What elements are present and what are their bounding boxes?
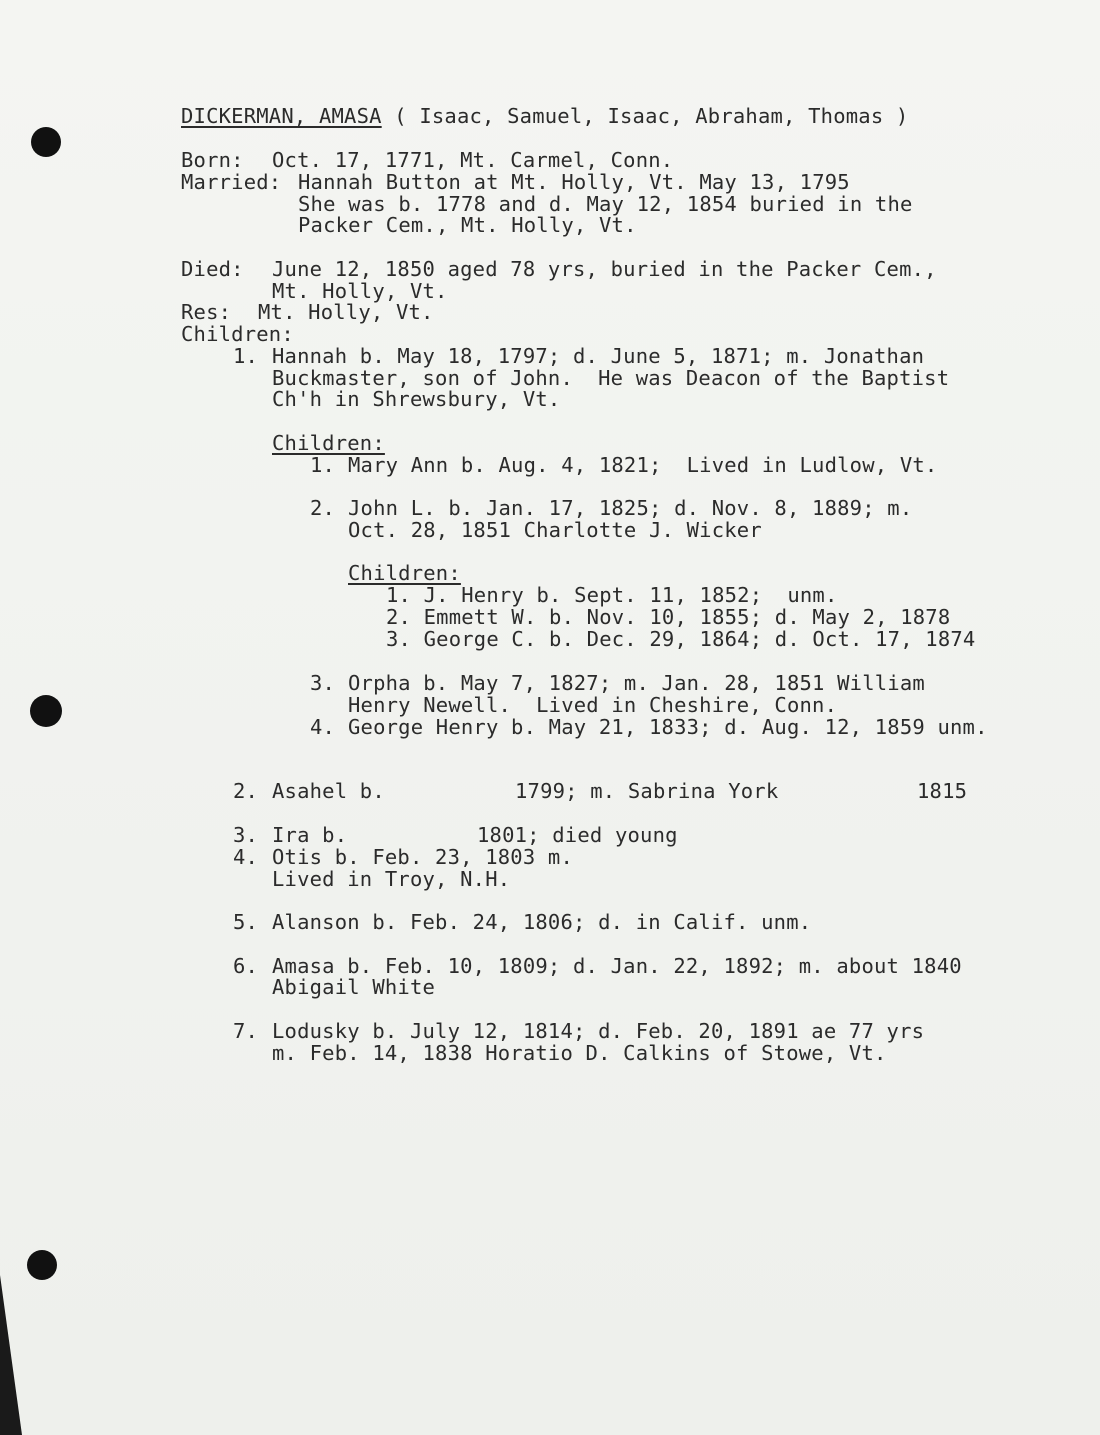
died-value: June 12, 1850 aged 78 yrs, buried in the Packer Cem.,	[272, 257, 937, 281]
child-6-number: 6.	[233, 954, 259, 978]
punch-hole-middle	[30, 695, 62, 727]
child-7-line-1: Lodusky b. July 12, 1814; d. Feb. 20, 1891 ae 77 yrs	[272, 1019, 925, 1043]
grandchild-3-line-2: Henry Newell. Lived in Cheshire, Conn.	[348, 693, 838, 717]
grandchild-4-text: George Henry b. May 21, 1833; d. Aug. 12, 1859 unm.	[348, 715, 988, 739]
child-6-line-1: Amasa b. Feb. 10, 1809; d. Jan. 22, 1892; m. about 1840	[272, 954, 962, 978]
born-label: Born:	[181, 148, 244, 172]
married-note-1: She was b. 1778 and d. May 12, 1854 buried in the	[298, 192, 913, 216]
married-note-2: Packer Cem., Mt. Holly, Vt.	[298, 213, 637, 237]
res-label: Res:	[181, 300, 232, 324]
grandchildren-label: Children:	[272, 431, 385, 455]
died-value-2: Mt. Holly, Vt.	[272, 279, 448, 303]
children-label: Children:	[181, 322, 294, 346]
lineage: ( Isaac, Samuel, Isaac, Abraham, Thomas )	[381, 104, 909, 128]
great-grandchild-2: 2. Emmett W. b. Nov. 10, 1855; d. May 2, 1878	[386, 605, 951, 629]
grandchild-3-number: 3.	[310, 671, 336, 695]
great-grandchildren-label: Children:	[348, 561, 461, 585]
married-label: Married:	[181, 170, 282, 194]
child-3-year: 1801; died young	[477, 823, 678, 847]
child-2-text: Asahel b.	[272, 779, 385, 803]
punch-hole-bottom	[27, 1250, 57, 1280]
child-4-line-1: Otis b. Feb. 23, 1803 m.	[272, 845, 574, 869]
child-4-line-2: Lived in Troy, N.H.	[272, 867, 511, 891]
child-1-line-1: Hannah b. May 18, 1797; d. June 5, 1871; m. Jonathan	[272, 344, 925, 368]
grandchild-1-number: 1.	[310, 453, 336, 477]
res-value: Mt. Holly, Vt.	[258, 300, 434, 324]
child-5-number: 5.	[233, 910, 259, 934]
punch-hole-top	[31, 127, 61, 157]
child-5-text: Alanson b. Feb. 24, 1806; d. in Calif. unm.	[272, 910, 812, 934]
child-3-text: Ira b.	[272, 823, 348, 847]
great-grandchild-1: 1. J. Henry b. Sept. 11, 1852; unm.	[386, 583, 838, 607]
grandchild-4-number: 4.	[310, 715, 336, 739]
scan-edge-shadow	[0, 1275, 22, 1435]
child-7-number: 7.	[233, 1019, 259, 1043]
born-value: Oct. 17, 1771, Mt. Carmel, Conn.	[272, 148, 674, 172]
child-3-number: 3.	[233, 823, 259, 847]
grandchild-2-line-2: Oct. 28, 1851 Charlotte J. Wicker	[348, 518, 762, 542]
died-label: Died:	[181, 257, 244, 281]
grandchild-2-line-1: John L. b. Jan. 17, 1825; d. Nov. 8, 1889; m.	[348, 496, 913, 520]
child-1-line-3: Ch'h in Shrewsbury, Vt.	[272, 387, 561, 411]
child-1-number: 1.	[233, 344, 259, 368]
married-value: Hannah Button at Mt. Holly, Vt. May 13, 1795	[298, 170, 850, 194]
record-heading	[181, 106, 908, 128]
child-1-line-2: Buckmaster, son of John. He was Deacon of the Baptist	[272, 366, 950, 390]
surname-heading: DICKERMAN, AMASA	[181, 104, 382, 128]
great-grandchild-3: 3. George C. b. Dec. 29, 1864; d. Oct. 17, 1874	[386, 627, 976, 651]
child-4-number: 4.	[233, 845, 259, 869]
child-2-year-2: 1815	[917, 779, 968, 803]
grandchild-3-line-1: Orpha b. May 7, 1827; m. Jan. 28, 1851 William	[348, 671, 925, 695]
child-6-line-2: Abigail White	[272, 975, 436, 999]
child-7-line-2: m. Feb. 14, 1838 Horatio D. Calkins of Stowe, Vt.	[272, 1041, 887, 1065]
grandchild-1-text: Mary Ann b. Aug. 4, 1821; Lived in Ludlow, Vt.	[348, 453, 938, 477]
child-2-number: 2.	[233, 779, 259, 803]
child-2-year: 1799; m. Sabrina York	[515, 779, 779, 803]
grandchild-2-number: 2.	[310, 496, 336, 520]
